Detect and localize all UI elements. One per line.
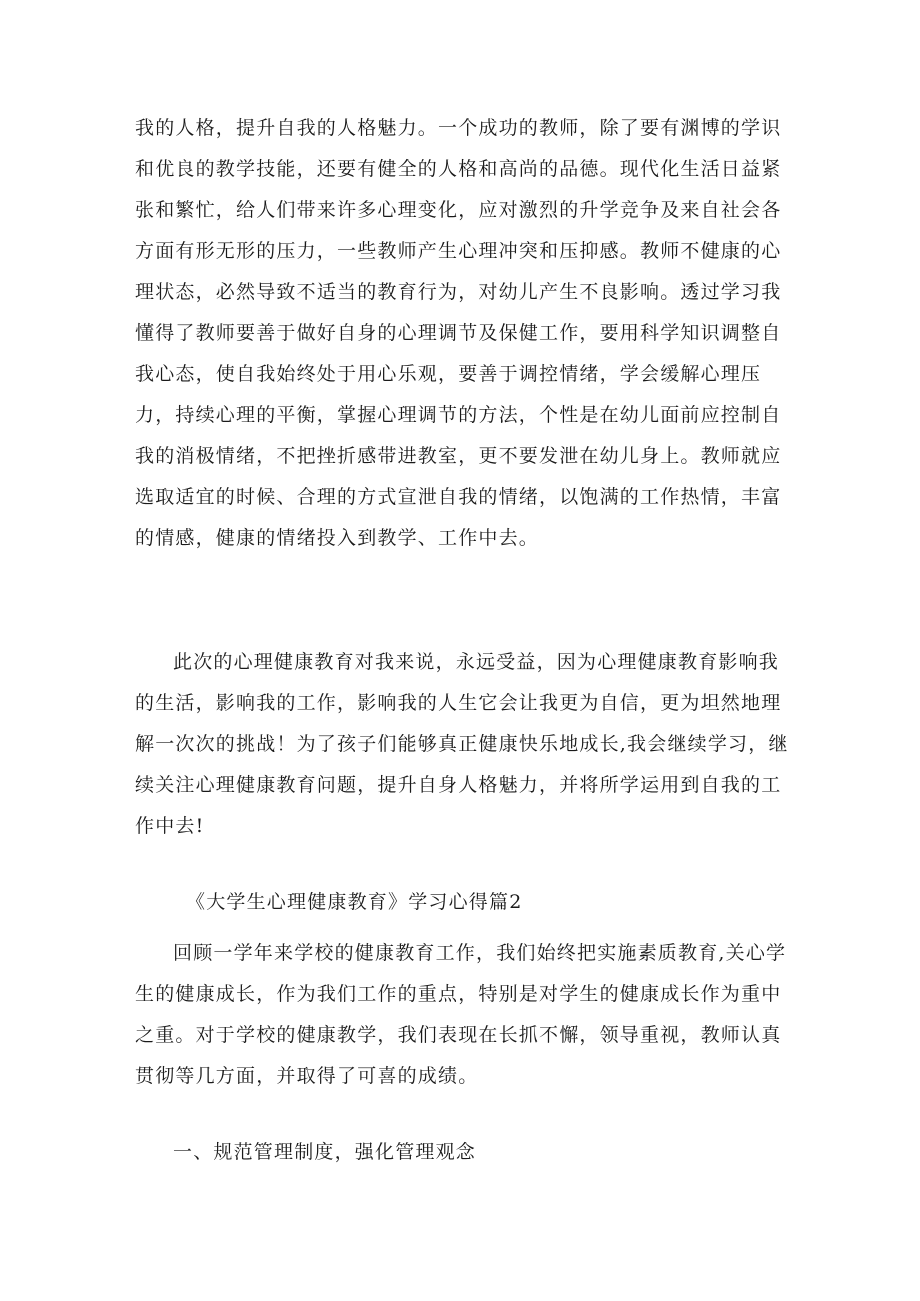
paragraph-line: 张和繁忙，给人们带来许多心理变化，应对激烈的升学竞争及来自社会各 [135,199,782,221]
paragraph-line: 方面有形无形的压力，一些教师产生心理冲突和压抑感。教师不健康的心 [135,240,782,262]
paragraph-line: 此次的心理健康教育对我来说，永远受益，因为心理健康教育影响我 [173,651,780,673]
paragraph-line: 贯彻等几方面，并取得了可喜的成绩。 [135,1065,479,1087]
paragraph-line: 懂得了教师要善于做好自身的心理调节及保健工作，要用科学知识调整自 [135,322,782,344]
article-heading: 《大学生心理健康教育》学习心得篇2 [186,891,523,913]
section-title: 一、规范管理制度，强化管理观念 [173,1141,477,1163]
paragraph-line: 的情感，健康的情绪投入到教学、工作中去。 [135,527,540,549]
paragraph-1 [135,108,795,559]
paragraph-line: 的生活，影响我的工作，影响我的人生它会让我更为自信，更为坦然地理 [135,692,782,714]
paragraph-2 [135,642,795,847]
paragraph-line: 回顾一学年来学校的健康教育工作，我们始终把实施素质教育,关心学 [173,942,787,964]
paragraph-line: 理状态，必然导致不适当的教育行为，对幼儿产生不良影响。透过学习我 [135,281,782,303]
paragraph-3 [135,933,795,1097]
paragraph-line: 作中去! [135,815,205,837]
paragraph-line: 我心态，使自我始终处于用心乐观，要善于调控情绪，学会缓解心理压 [135,363,762,385]
paragraph-line: 续关注心理健康教育问题，提升自身人格魅力，并将所学运用到自我的工 [135,774,782,796]
paragraph-line: 解一次次的挑战！为了孩子们能够真正健康快乐地成长,我会继续学习，继 [135,733,789,755]
paragraph-line: 生的健康成长，作为我们工作的重点，特别是对学生的健康成长作为重中 [135,983,782,1005]
paragraph-line: 之重。对于学校的健康教学，我们表现在长抓不懈，领导重视，教师认真 [135,1024,782,1046]
paragraph-line: 力，持续心理的平衡，掌握心理调节的方法，个性是在幼儿面前应控制自 [135,404,782,426]
paragraph-line: 选取适宜的时候、合理的方式宣泄自我的情绪，以饱满的工作热情，丰富 [135,486,782,508]
paragraph-line: 我的消极情绪，不把挫折感带进教室，更不要发泄在幼儿身上。教师就应 [135,445,782,467]
paragraph-line: 和优良的教学技能，还要有健全的人格和高尚的品德。现代化生活日益紧 [135,158,782,180]
paragraph-line: 我的人格，提升自我的人格魅力。一个成功的教师，除了要有渊博的学识 [135,117,782,139]
